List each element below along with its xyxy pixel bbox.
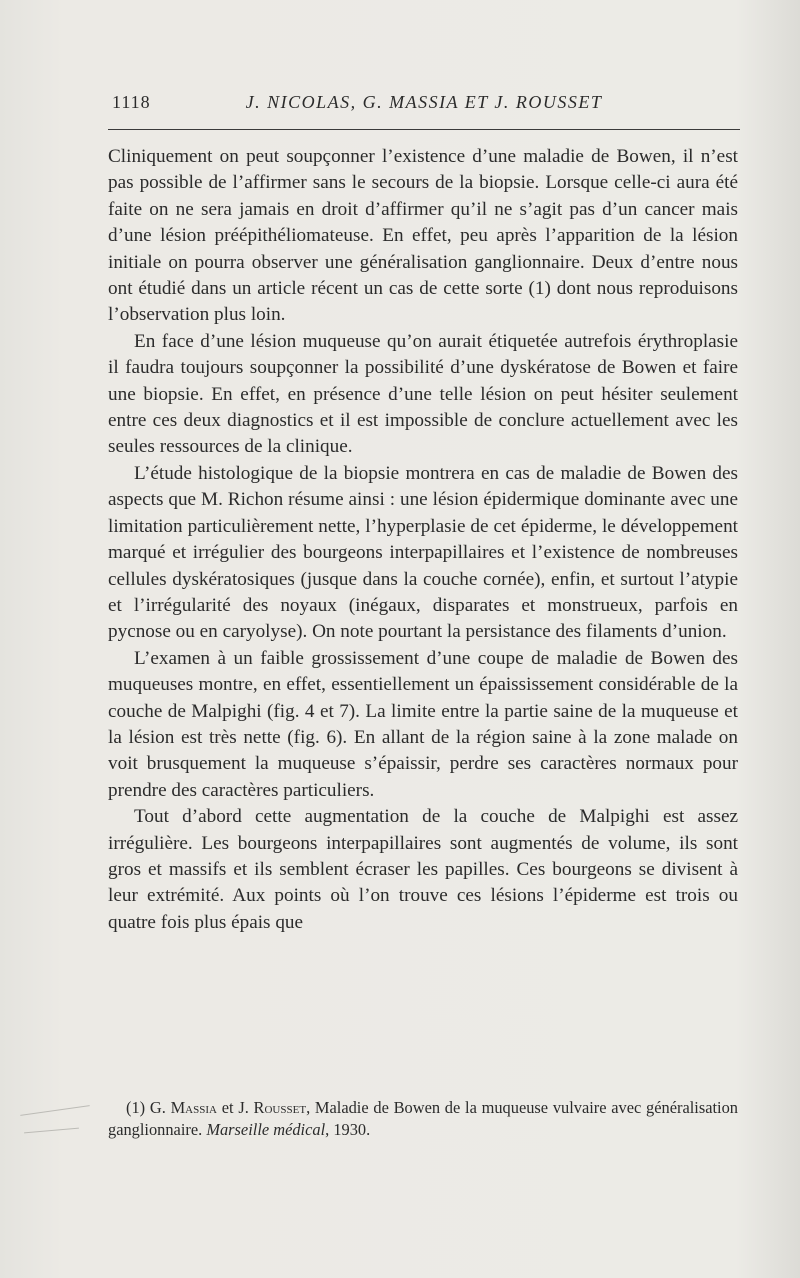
footnote-title: , Maladie de Bowen de la muqueuse vulvaire avec généralisation ganglionnaire.: [108, 1098, 738, 1139]
paragraph: En face d’une lésion muqueuse qu’on aurait étiquetée autrefois érythroplasie il faudra toujours soupçonner la possibilité d’une dyskératose de Bowen et faire une biopsie. En effet, en présence d’une telle lésion on peut hésiter seulement entre ces deux diagnostics et il est impossible de conclure actuellement avec les seules ressources de la clinique.: [108, 330, 738, 458]
running-head: J. NICOLAS, G. MASSIA ET J. ROUSSET: [245, 92, 603, 112]
footnote-marker: (1): [126, 1098, 146, 1117]
footnote: [108, 1097, 738, 1141]
page-header: [108, 92, 740, 118]
footnote-year: , 1930.: [325, 1120, 371, 1139]
footnote-author: G. Massia: [149, 1098, 217, 1117]
page-number: 1118: [112, 92, 151, 112]
paragraph: Cliniquement on peut soupçonner l’existence d’une maladie de Bowen, il n’est pas possible de l’affirmer sans le secours de la biopsie. Lorsque celle-ci aura été faite on ne sera jamais en droit d’affirmer qu’il ne s’agit pas d’un cancer mais d’une lésion préépithéliomateuse. En effet, peu après l’apparition de la lésion initiale on pourra observer une généralisation ganglionnaire. Deux d’entre nous ont étudié dans un article récent un cas de cette sorte (1) dont nous reproduisons l’observation plus loin.: [108, 146, 738, 326]
body-text: [108, 144, 738, 936]
paragraph: Tout d’abord cette augmentation de la couche de Malpighi est assez irrégulière. Les bourgeons interpapillaires sont augmentés de volume, ils sont gros et massifs et ils semblent écraser les papilles. Ces bourgeons se divisent à leur extrémité. Aux points où l’on trouve ces lésions l’épiderme est trois ou quatre fois plus épais que: [108, 806, 738, 933]
footnote-journal: Marseille médical: [206, 1120, 326, 1139]
header-rule: [108, 129, 740, 130]
paragraph: L’examen à un faible grossissement d’une coupe de maladie de Bowen des muqueuses montre, en effet, essentiellement un épaississement considérable de la couche de Malpighi (fig. 4 et 7). La limite entre la partie saine de la muqueuse et la lésion est très nette (fig. 6). En allant de la région saine à la zone malade on voit brusquement la muqueuse s’épaissir, perdre ses caractères normaux pour prendre des caractères particuliers.: [108, 647, 738, 801]
footnote-author: J. Rousset: [238, 1098, 307, 1117]
footnote-conjunction: et: [221, 1098, 234, 1117]
paragraph: L’étude histologique de la biopsie montrera en cas de maladie de Bowen des aspects que M. Richon résume ainsi : une lésion épidermique dominante avec une limitation particulièrement nette, l’hyperplasie de cet épiderme, le développement marqué et irrégulier des bourgeons interpapillaires et l’existence de nombreuses cellules dyskératosiques (jusque dans la couche cornée), enfin, et surtout l’atypie et l’irrégularité des noyaux (inégaux, disparates et monstrueux, parfois en pycnose ou en caryolyse). On note pourtant la persistance des filaments d’union.: [108, 462, 738, 643]
scan-artifact: [20, 1105, 89, 1116]
scan-artifact: [24, 1128, 79, 1134]
